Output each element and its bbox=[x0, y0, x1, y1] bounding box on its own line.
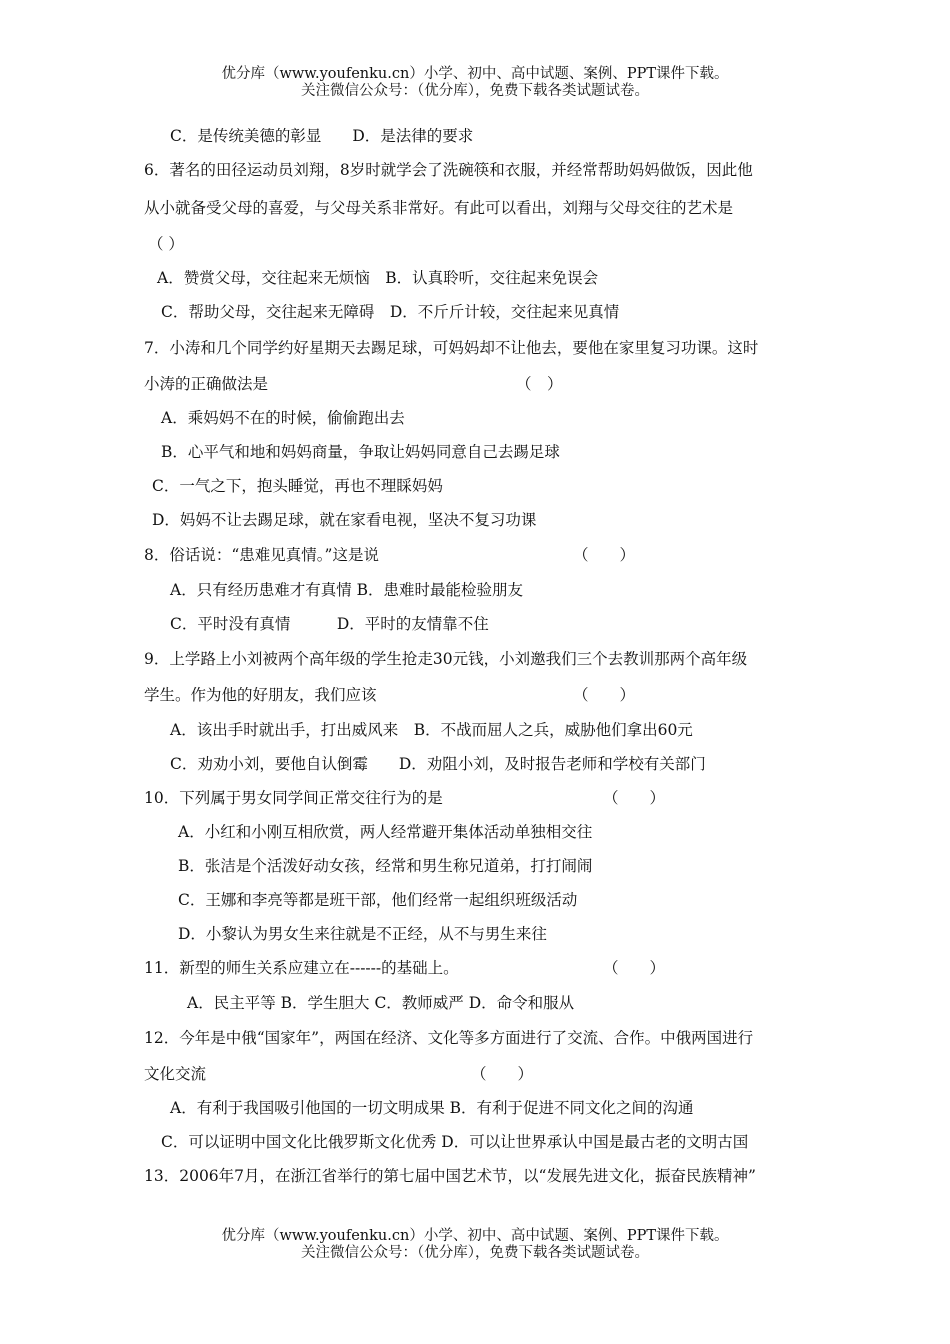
q10-stem: 10．下列属于男女同学间正常交往行为的是 bbox=[144, 789, 443, 807]
q7-option-d: D．妈妈不让去踢足球，就在家看电视，坚决不复习功课 bbox=[152, 511, 537, 529]
q7-stem-line-2: 小涛的正确做法是 bbox=[144, 375, 269, 393]
q6-options-ab: A．赞赏父母，交往起来无烦恼 B．认真聆听，交往起来免误会 bbox=[157, 269, 599, 287]
q10-option-a: A．小红和小刚互相欣赏，两人经常避开集体活动单独相交往 bbox=[178, 823, 593, 841]
q7-option-b: B．心平气和地和妈妈商量，争取让妈妈同意自己去踢足球 bbox=[161, 443, 560, 461]
q6-stem-line-1: 6．著名的田径运动员刘翔，8岁时就学会了洗碗筷和衣服，并经常帮助妈妈做饭，因此他 bbox=[144, 161, 753, 179]
q10-option-d: D．小黎认为男女生来往就是不正经，从不与男生来往 bbox=[178, 925, 547, 943]
q12-stem-line-1: 12．今年是中俄“国家年”，两国在经济、文化等多方面进行了交流、合作。中俄两国进行 bbox=[144, 1029, 754, 1047]
q13-stem-line-1: 13．2006年7月，在浙江省举行的第七届中国艺术节，以“发展先进文化，振奋民族精神” bbox=[144, 1167, 756, 1185]
q10-answer-paren: （ ） bbox=[603, 789, 666, 807]
q8-stem: 8．俗话说：“患难见真情。”这是说 bbox=[144, 546, 379, 564]
q9-options-cd: C．劝劝小刘，要他自认倒霉 D．劝阻小刘，及时报告老师和学校有关部门 bbox=[170, 755, 706, 773]
page-header bbox=[0, 66, 950, 100]
q9-stem-line-1: 9．上学路上小刘被两个高年级的学生抢走30元钱，小刘邀我们三个去教训那两个高年级 bbox=[144, 650, 748, 668]
q12-stem-line-2: 文化交流 bbox=[144, 1065, 207, 1083]
q8-options-ab: A．只有经历患难才有真情 B．患难时最能检验朋友 bbox=[170, 581, 524, 599]
footer-line-2: 关注微信公众号：（优分库），免费下载各类试题试卷。 bbox=[301, 1245, 649, 1261]
q7-option-c: C．一气之下，抱头睡觉，再也不理睬妈妈 bbox=[152, 477, 443, 495]
q5-options-cd: C．是传统美德的彰显 D．是法律的要求 bbox=[170, 127, 474, 145]
q6-options-cd: C．帮助父母，交往起来无障碍 D．不斤斤计较，交往起来见真情 bbox=[161, 303, 620, 321]
q8-options-cd: C．平时没有真情 D．平时的友情靠不住 bbox=[170, 615, 489, 633]
q7-stem-line-1: 7．小涛和几个同学约好星期天去踢足球，可妈妈却不让他去，要他在家里复习功课。这时 bbox=[144, 339, 759, 357]
q6-stem-line-2: 从小就备受父母的喜爱，与父母关系非常好。有此可以看出，刘翔与父母交往的艺术是 bbox=[144, 199, 734, 217]
header-line-1: 优分库（www.youfenku.cn）小学、初中、高中试题、案例、PPT课件下载。 bbox=[221, 66, 729, 82]
q10-option-c: C．王娜和李亮等都是班干部，他们经常一起组织班级活动 bbox=[178, 891, 578, 909]
q11-stem: 11．新型的师生关系应建立在------的基础上。 bbox=[144, 959, 459, 977]
q9-stem-line-2: 学生。作为他的好朋友，我们应该 bbox=[144, 686, 377, 704]
q12-answer-paren: （ ） bbox=[471, 1065, 534, 1083]
q11-options: A．民主平等 B．学生胆大 C．教师威严 D．命令和服从 bbox=[187, 994, 575, 1012]
q12-options-ab: A．有利于我国吸引他国的一切文明成果 B．有利于促进不同文化之间的沟通 bbox=[170, 1099, 694, 1117]
q9-answer-paren: （ ） bbox=[573, 686, 636, 704]
q6-answer-paren: （ ） bbox=[148, 235, 184, 253]
q7-answer-paren: （ ） bbox=[516, 375, 563, 393]
q9-options-ab: A．该出手时就出手，打出威风来 B．不战而屈人之兵，威胁他们拿出60元 bbox=[170, 721, 693, 739]
page-footer bbox=[0, 1228, 950, 1262]
footer-line-1: 优分库（www.youfenku.cn）小学、初中、高中试题、案例、PPT课件下载。 bbox=[221, 1228, 729, 1244]
q7-option-a: A．乘妈妈不在的时候，偷偷跑出去 bbox=[161, 409, 405, 427]
q11-answer-paren: （ ） bbox=[603, 959, 666, 977]
header-line-2: 关注微信公众号：（优分库），免费下载各类试题试卷。 bbox=[301, 83, 649, 99]
q8-answer-paren: （ ） bbox=[573, 546, 636, 564]
q10-option-b: B．张洁是个活泼好动女孩，经常和男生称兄道弟，打打闹闹 bbox=[178, 857, 593, 875]
q12-options-cd: C．可以证明中国文化比俄罗斯文化优秀 D．可以让世界承认中国是最古老的文明古国 bbox=[161, 1133, 749, 1151]
